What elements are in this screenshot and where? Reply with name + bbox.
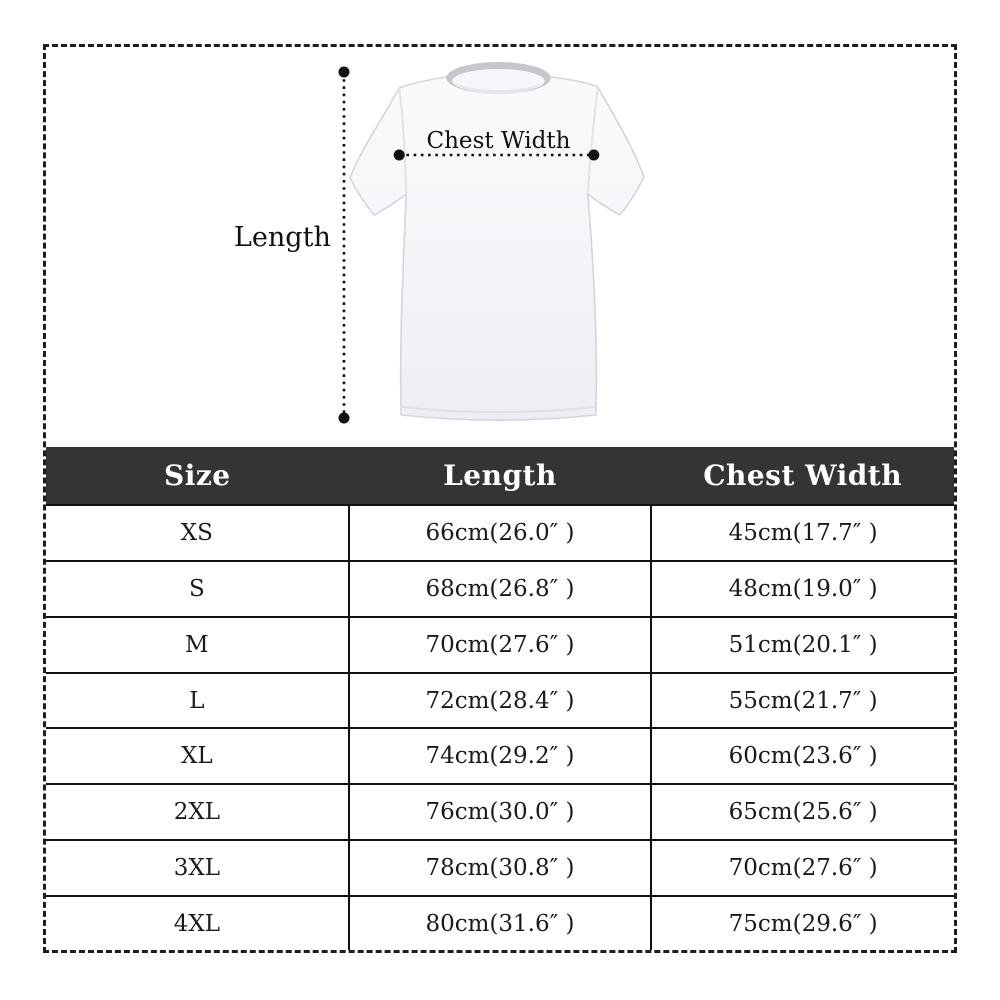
size-cell: M <box>46 617 349 673</box>
chest-width-cell: 70cm(27.6″ ) <box>651 840 954 896</box>
dashed-frame <box>43 44 957 953</box>
size-table-header <box>46 447 954 505</box>
col-header-size: Size <box>46 447 349 505</box>
table-row <box>46 840 954 896</box>
table-row <box>46 561 954 617</box>
tshirt-illustration-svg <box>46 47 954 447</box>
length-cell: 70cm(27.6″ ) <box>349 617 652 673</box>
tshirt-measurement-diagram <box>46 47 954 447</box>
size-cell: 2XL <box>46 784 349 840</box>
col-header-chest-width: Chest Width <box>651 447 954 505</box>
tshirt-icon <box>350 62 644 420</box>
size-table <box>46 447 954 950</box>
size-cell: S <box>46 561 349 617</box>
table-row <box>46 673 954 729</box>
chest-width-label: Chest Width <box>426 128 571 154</box>
table-row <box>46 505 954 561</box>
chest-width-cell: 51cm(20.1″ ) <box>651 617 954 673</box>
length-line-bottom-dot <box>338 413 349 424</box>
length-cell: 68cm(26.8″ ) <box>349 561 652 617</box>
length-cell: 72cm(28.4″ ) <box>349 673 652 729</box>
table-row <box>46 896 954 950</box>
table-row <box>46 784 954 840</box>
chest-width-cell: 55cm(21.7″ ) <box>651 673 954 729</box>
length-cell: 80cm(31.6″ ) <box>349 896 652 950</box>
length-label: Length <box>233 222 331 253</box>
length-measurement-line <box>338 67 349 424</box>
length-line-top-dot <box>338 67 349 78</box>
table-row <box>46 728 954 784</box>
length-cell: 76cm(30.0″ ) <box>349 784 652 840</box>
length-cell: 74cm(29.2″ ) <box>349 728 652 784</box>
size-cell: XS <box>46 505 349 561</box>
chest-width-cell: 60cm(23.6″ ) <box>651 728 954 784</box>
chest-line-left-dot <box>394 150 405 161</box>
size-table-body <box>46 505 954 950</box>
size-cell: XL <box>46 728 349 784</box>
table-row <box>46 617 954 673</box>
size-cell: L <box>46 673 349 729</box>
chest-width-cell: 65cm(25.6″ ) <box>651 784 954 840</box>
size-cell: 3XL <box>46 840 349 896</box>
size-cell: 4XL <box>46 896 349 950</box>
chest-width-cell: 75cm(29.6″ ) <box>651 896 954 950</box>
header-row <box>46 447 954 505</box>
chest-width-cell: 48cm(19.0″ ) <box>651 561 954 617</box>
chest-line-right-dot <box>588 150 599 161</box>
chest-width-cell: 45cm(17.7″ ) <box>651 505 954 561</box>
col-header-length: Length <box>349 447 652 505</box>
length-cell: 78cm(30.8″ ) <box>349 840 652 896</box>
length-cell: 66cm(26.0″ ) <box>349 505 652 561</box>
